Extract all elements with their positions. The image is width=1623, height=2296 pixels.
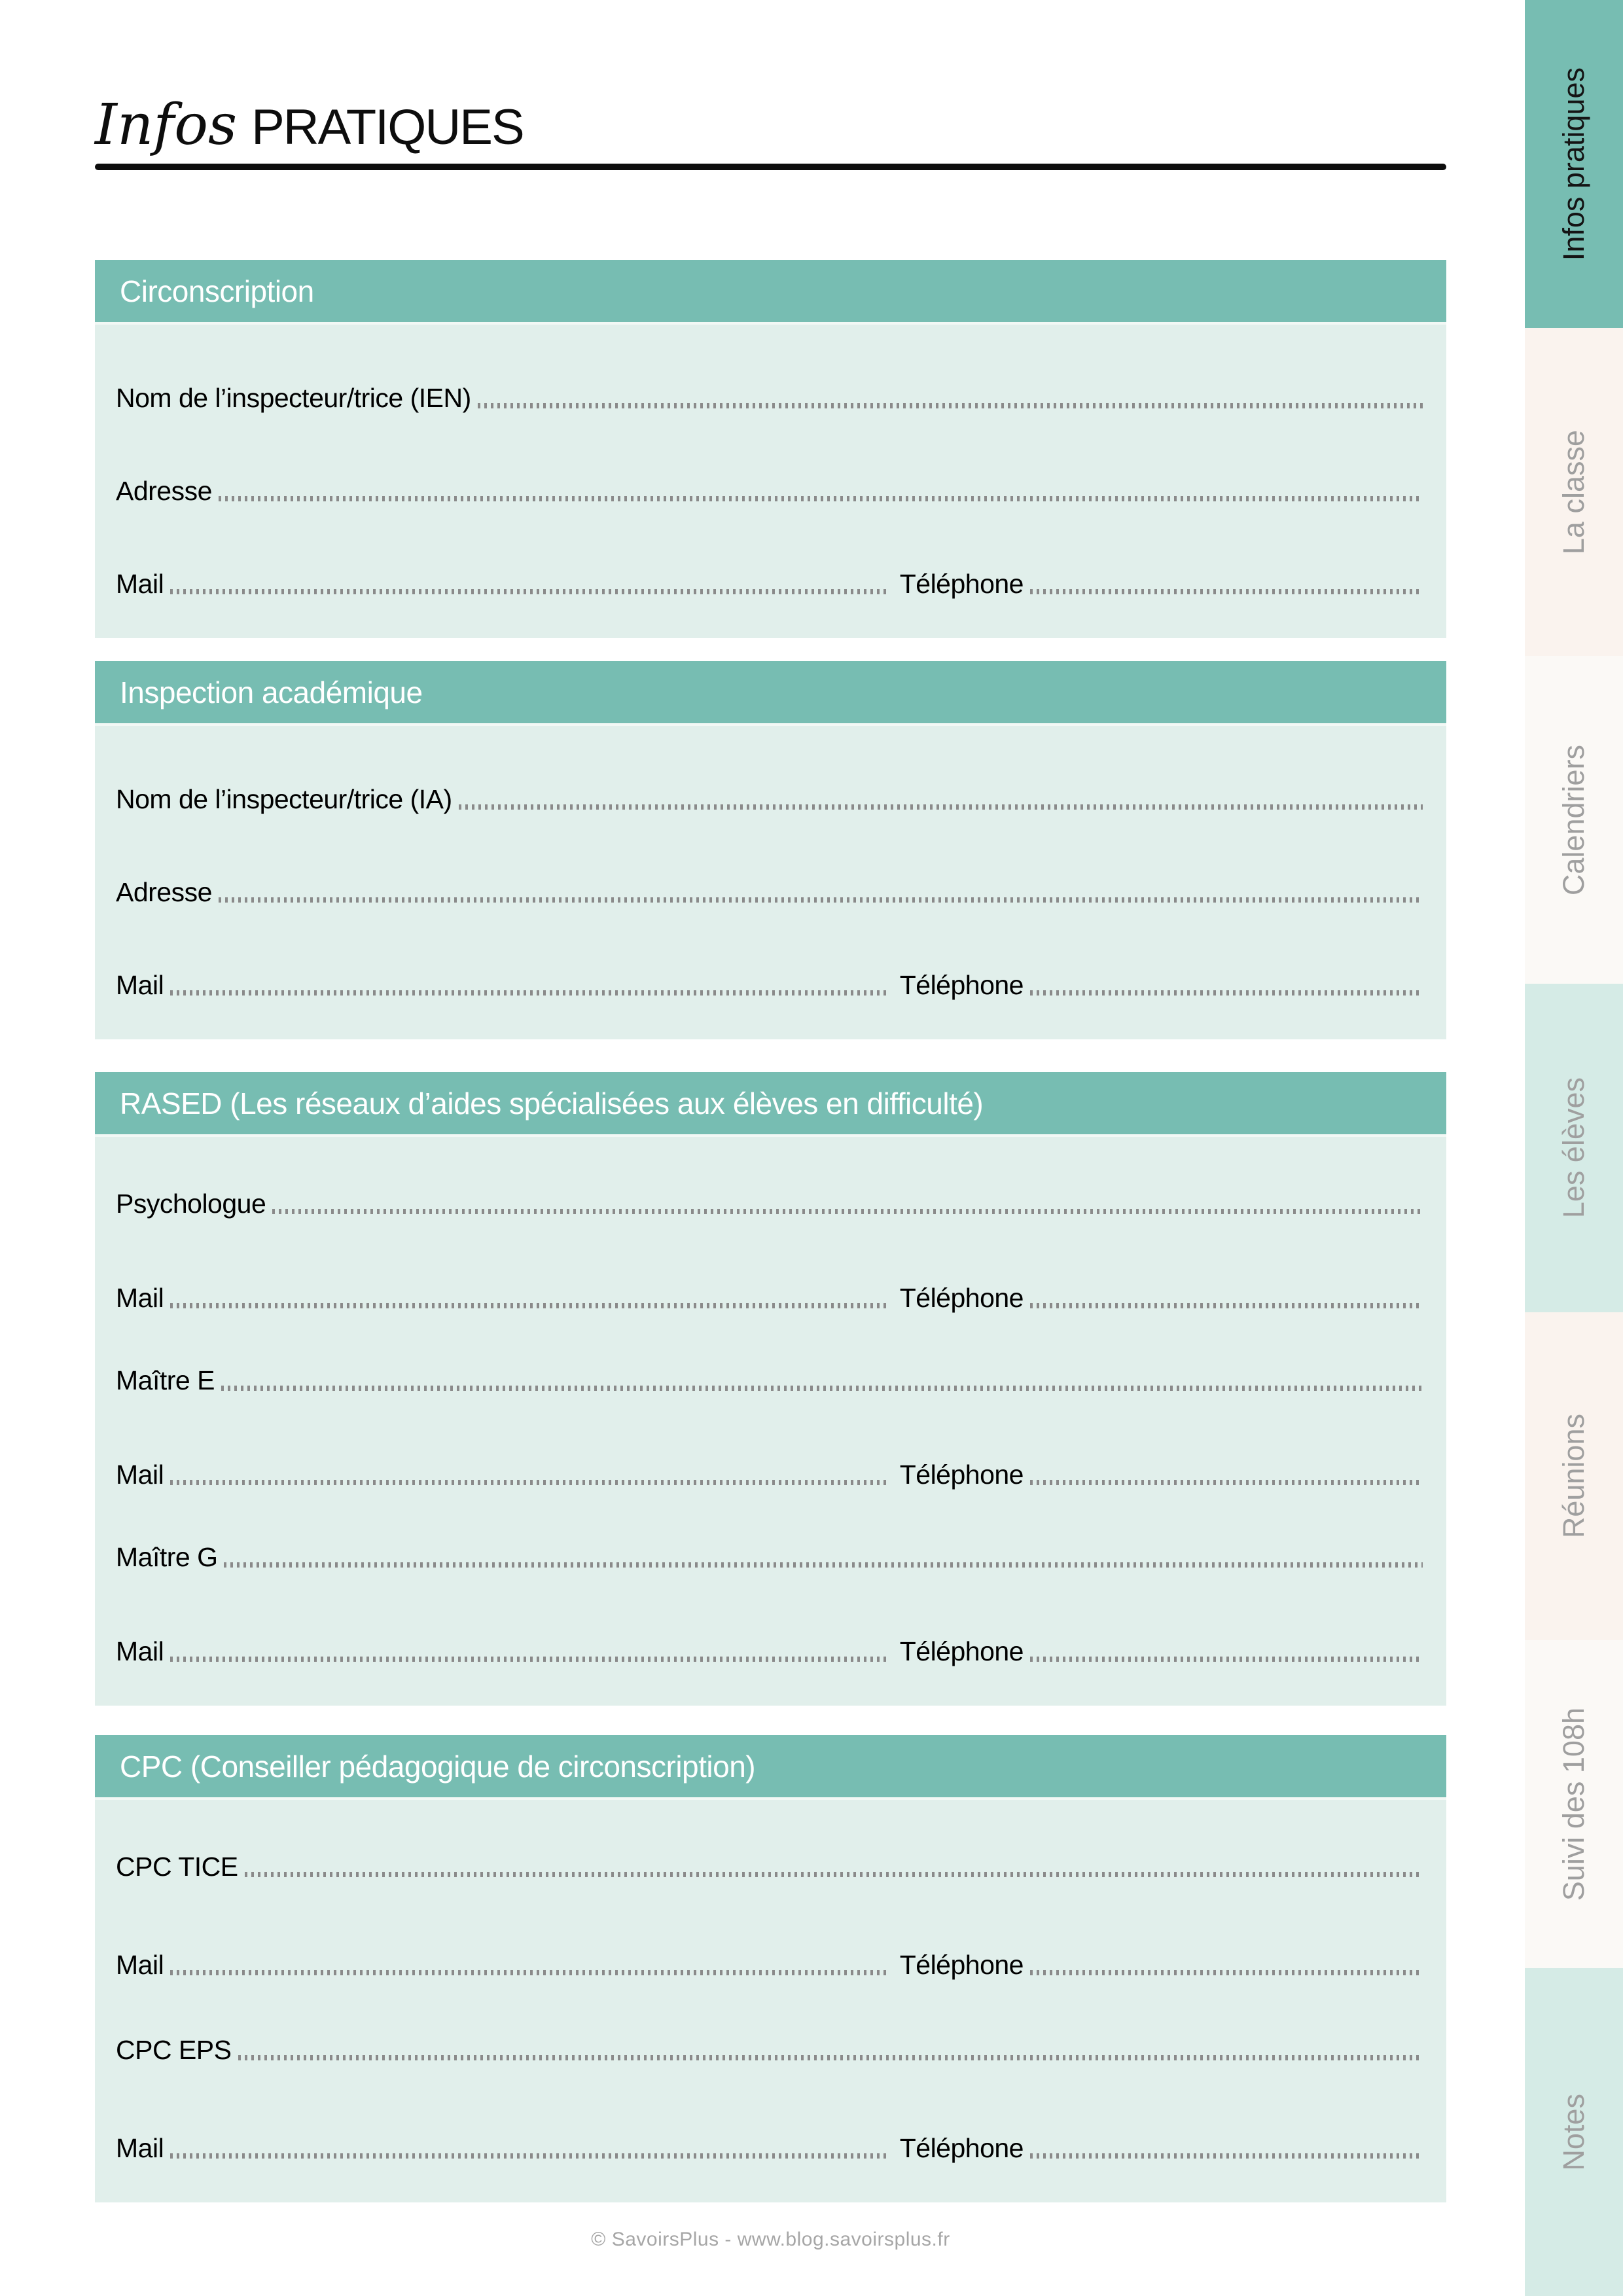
section-header (95, 1735, 1446, 1800)
section-title: Inspection académique (120, 675, 423, 709)
dotted-fill-line (1030, 589, 1423, 594)
field-label: Téléphone (899, 1950, 1024, 1980)
section-body (95, 1800, 1446, 2202)
page-title-caps-word: PRATIQUES (251, 99, 524, 155)
sidebar-tab-label: Calendriers (1557, 744, 1590, 895)
field-row (116, 470, 1425, 509)
main-content (95, 0, 1446, 2251)
field-row (116, 1277, 1425, 1316)
dotted-fill-line (1030, 1657, 1423, 1662)
sidebar-tab-calendriers[interactable] (1525, 656, 1623, 984)
title-underline (95, 164, 1446, 170)
field-label: Nom de l’inspecteur/trice (IA) (116, 784, 452, 814)
field-label: CPC EPS (116, 2035, 232, 2065)
dotted-fill-line (170, 1657, 887, 1662)
dotted-fill-line (1030, 1970, 1423, 1975)
dotted-fill-line (1030, 1480, 1423, 1485)
field-label: Téléphone (899, 2133, 1024, 2163)
field-label: Téléphone (899, 569, 1024, 599)
dotted-fill-line (170, 990, 887, 996)
dotted-fill-line (221, 1386, 1423, 1391)
field-label: Mail (116, 2133, 164, 2163)
dotted-fill-line (170, 1303, 887, 1308)
section-header (95, 260, 1446, 325)
dotted-fill-line (272, 1209, 1423, 1214)
field-label: Adresse (116, 877, 212, 907)
field-label: Mail (116, 1283, 164, 1313)
section-title: RASED (Les réseaux d’aides spécialisées aux élèves en difficulté) (120, 1086, 984, 1121)
section-title: Circonscription (120, 274, 314, 308)
field-row (116, 2029, 1425, 2068)
sidebar-tab-label: Suivi des 108h (1557, 1707, 1590, 1901)
section-body (95, 726, 1446, 1039)
sidebar-tab-label: La classe (1557, 429, 1590, 554)
section-circonscription (95, 260, 1446, 638)
section-cpc (95, 1735, 1446, 2202)
field-row (116, 1183, 1425, 1222)
section-title: CPC (Conseiller pédagogique de circonscription) (120, 1749, 756, 1784)
dotted-fill-line (245, 1872, 1423, 1877)
field-row (116, 871, 1425, 910)
sidebar-tab-infos-pratiques[interactable] (1525, 0, 1623, 328)
dotted-fill-line (170, 1480, 887, 1485)
field-label: Adresse (116, 476, 212, 506)
page-title-script-word: Infos (95, 92, 238, 158)
page-title-block (95, 0, 1446, 170)
page-title (95, 92, 1446, 158)
field-label: Téléphone (899, 1283, 1024, 1313)
section-header (95, 1072, 1446, 1137)
dotted-fill-line (478, 403, 1423, 408)
dotted-fill-line (1030, 2153, 1423, 2159)
section-body (95, 325, 1446, 638)
field-label: Mail (116, 1636, 164, 1666)
field-row (116, 563, 1425, 602)
sidebar-tab-label: Infos pratiques (1557, 67, 1590, 261)
sidebar-tab-la-classe[interactable] (1525, 328, 1623, 656)
field-label: Nom de l’inspecteur/trice (IEN) (116, 383, 471, 413)
dotted-fill-line (170, 2153, 887, 2159)
dotted-fill-line (459, 804, 1423, 810)
field-label: Téléphone (899, 970, 1024, 1000)
field-row (116, 778, 1425, 817)
sidebar-tab-suivi-des-108h[interactable] (1525, 1640, 1623, 1968)
dotted-fill-line (238, 2055, 1423, 2060)
sidebar-tab-les-eleves[interactable] (1525, 984, 1623, 1312)
sections-container (95, 260, 1446, 2202)
dotted-fill-line (219, 496, 1423, 501)
dotted-fill-line (224, 1562, 1423, 1568)
field-label: CPC TICE (116, 1852, 238, 1882)
section-inspection-academique (95, 661, 1446, 1039)
field-row (116, 2127, 1425, 2166)
field-row (116, 964, 1425, 1003)
field-row (116, 377, 1425, 416)
sidebar-tab-rail (1525, 0, 1623, 2296)
sidebar-tab-label: Notes (1557, 2093, 1590, 2171)
field-label: Mail (116, 1950, 164, 1980)
field-label: Maître G (116, 1542, 218, 1572)
dotted-fill-line (1030, 990, 1423, 996)
field-label: Mail (116, 1460, 164, 1490)
field-row (116, 1536, 1425, 1575)
sidebar-tab-label: Réunions (1557, 1414, 1590, 1539)
section-header (95, 661, 1446, 726)
dotted-fill-line (219, 897, 1423, 903)
field-label: Téléphone (899, 1636, 1024, 1666)
field-row (116, 1359, 1425, 1399)
sidebar-tab-label: Les élèves (1557, 1077, 1590, 1219)
field-label: Téléphone (899, 1460, 1024, 1490)
dotted-fill-line (170, 589, 887, 594)
field-row (116, 1944, 1425, 1983)
field-label: Mail (116, 569, 164, 599)
section-rased (95, 1072, 1446, 1706)
field-label: Psychologue (116, 1189, 266, 1219)
sidebar-tab-reunions[interactable] (1525, 1312, 1623, 1640)
dotted-fill-line (170, 1970, 887, 1975)
field-label: Mail (116, 970, 164, 1000)
field-row (116, 1846, 1425, 1885)
section-body (95, 1137, 1446, 1706)
field-row (116, 1630, 1425, 1670)
field-label: Maître E (116, 1365, 215, 1395)
field-row (116, 1454, 1425, 1493)
dotted-fill-line (1030, 1303, 1423, 1308)
sidebar-tab-notes[interactable] (1525, 1968, 1623, 2296)
page-footer (95, 2229, 1446, 2251)
footer-credit-text: © SavoirsPlus - www.blog.savoirsplus.fr (591, 2229, 950, 2250)
